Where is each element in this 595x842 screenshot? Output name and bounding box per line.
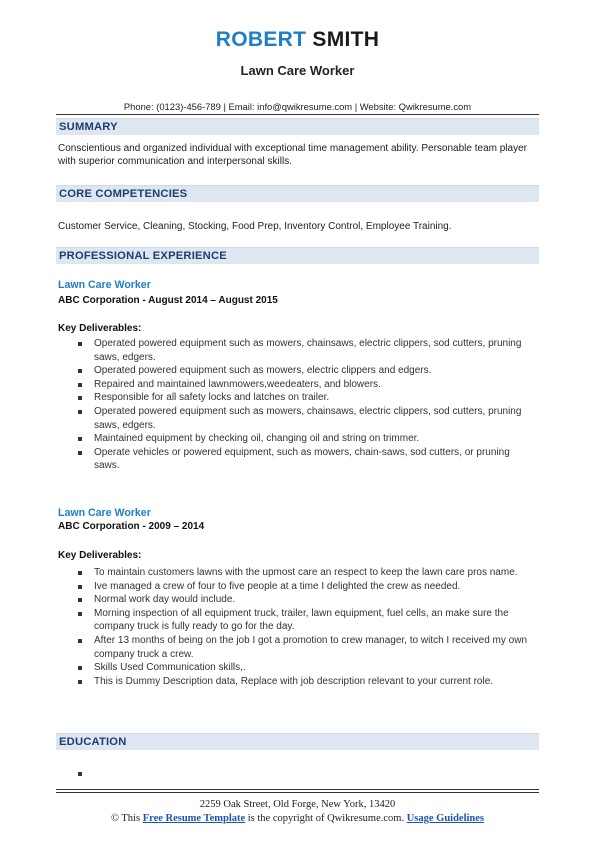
footer-divider: [56, 792, 539, 793]
header-divider: [56, 114, 539, 115]
bullet-item: Skills Used Communication skills,.: [78, 661, 538, 675]
section-competencies: [56, 185, 539, 202]
footer-copyright: [0, 813, 595, 824]
bullet-item: Ive managed a crew of four to five people at a time I delighted the crew as needed.: [78, 580, 538, 594]
bullet-item: Normal work day would include.: [78, 593, 538, 607]
competencies-text: Customer Service, Cleaning, Stocking, Food Prep, Inventory Control, Employee Training.: [58, 221, 452, 232]
last-name: SMITH: [312, 28, 380, 51]
job-company: ABC Corporation - 2009 – 2014: [58, 521, 205, 532]
footer-divider: [56, 789, 539, 790]
job-title-header: Lawn Care Worker: [240, 63, 355, 78]
job-title: Lawn Care Worker: [58, 279, 151, 291]
footer-address: 2259 Oak Street, Old Forge, New York, 13420: [199, 799, 396, 810]
bullet-item: Responsible for all safety locks and latches on trailer.: [78, 391, 538, 405]
job-company: ABC Corporation - August 2014 – August 2015: [58, 295, 278, 306]
section-title-competencies: CORE COMPETENCIES: [59, 188, 188, 200]
contact-line: Phone: (0123)-456-789 | Email: info@qwikresume.com | Website: Qwikresume.com: [123, 101, 472, 112]
job-title: Lawn Care Worker: [58, 507, 151, 519]
bullet-item: Operate vehicles or powered equipment, such as mowers, chain-saws, sod cutters, or pruning saws.: [78, 446, 538, 473]
bullet-item: After 13 months of being on the job I got a promotion to crew manager, to witch I received my own company truck a crew.: [78, 634, 538, 661]
candidate-name: [0, 28, 595, 52]
bullet-item: Maintained equipment by checking oil, changing oil and string on trimmer.: [78, 432, 538, 446]
first-name: ROBERT: [215, 28, 307, 51]
free-resume-template-link[interactable]: Free Resume Template: [142, 813, 246, 824]
usage-guidelines-link[interactable]: Usage Guidelines: [406, 813, 485, 824]
key-deliverables-label: Key Deliverables:: [58, 550, 142, 561]
bullet-item: To maintain customers lawns with the upmost care an respect to keep the lawn care pros name.: [78, 566, 538, 580]
job-bullets: [78, 337, 538, 473]
bullet-item: This is Dummy Description data, Replace with job description relevant to your current role.: [78, 675, 538, 689]
section-title-summary: SUMMARY: [59, 121, 118, 133]
section-summary: [56, 118, 539, 135]
bullet-item: Morning inspection of all equipment truck, trailer, lawn equipment, fuel cells, an make sure the company truck is fully ready to go for the day.: [78, 607, 538, 634]
bullet-item: Operated powered equipment such as mowers, electric clippers and edgers.: [78, 364, 538, 378]
copyright-prefix: © This: [110, 813, 141, 824]
key-deliverables-label: Key Deliverables:: [58, 323, 142, 334]
bullet-item: Repaired and maintained lawnmowers,weedeaters, and blowers.: [78, 378, 538, 392]
section-experience: [56, 247, 539, 264]
section-title-education: EDUCATION: [59, 736, 127, 748]
job-bullets: [78, 566, 538, 688]
summary-text: Conscientious and organized individual with exceptional time management ability. Personable team player with superior communication and interpersonal skills.: [58, 143, 527, 167]
bullet-item: Operated powered equipment such as mowers, chainsaws, electric clippers, sod cutters, pruning saws, edgers.: [78, 405, 538, 432]
bullet-item: Operated powered equipment such as mowers, chainsaws, electric clippers, sod cutters, pruning saws, edgers.: [78, 337, 538, 364]
section-title-experience: PROFESSIONAL EXPERIENCE: [59, 250, 227, 262]
section-education: [56, 733, 539, 750]
education-bullet: [78, 772, 82, 776]
copyright-middle: is the copyright of Qwikresume.com.: [247, 813, 405, 824]
